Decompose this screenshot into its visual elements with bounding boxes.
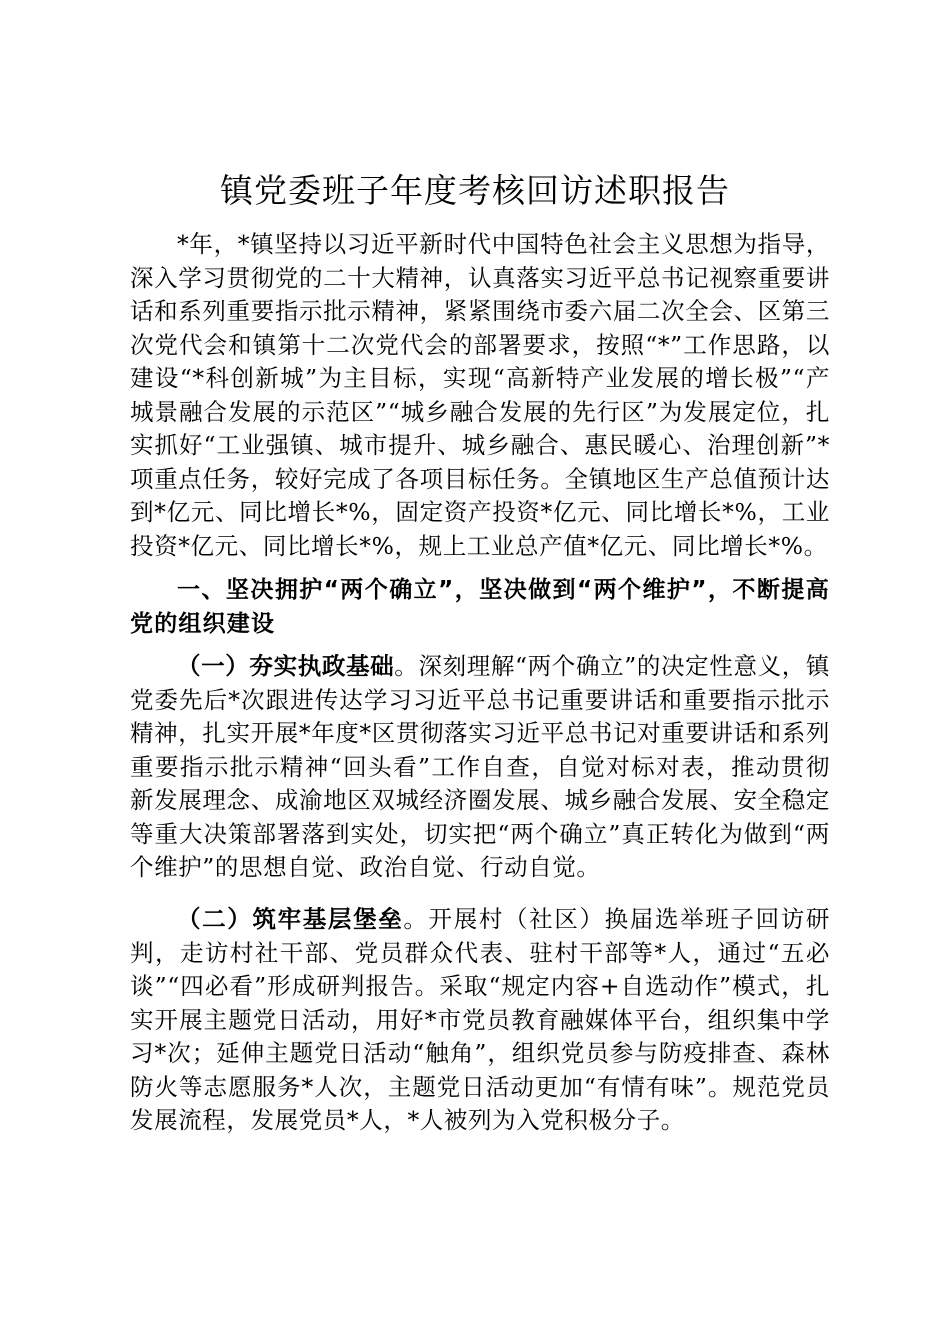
paragraph-one-heading: （一）夯实执政基础: [177, 652, 395, 680]
document-title: 镇党委班子年度考核回访述职报告: [220, 171, 730, 210]
intro-paragraph: *年，*镇坚持以习近平新时代中国特色社会主义思想为指导，深入学习贯彻党的二十大精神，认真落实习近平总书记视察重要讲话和系列重要指示批示精神，紧紧围绕市委六届二次全会、区第三次党代会和镇第十二次党代会的部署要求，按照“*”工作思路，以建设“*科创新城”为主目标，实现“高新特产业发展的增长极”“产城景融合发展的示范区”“城乡融合发展的先行区”为发展定位，扎实抓好“工业强镇、城市提升、城乡融合、惠民暖心、治理创新”*项重点任务，较好完成了各项目标任务。全镇地区生产总值预计达到*亿元、同比增长*%，固定资产投资*亿元、同比增长*%，工业投资*亿元、同比增长*%，规上工业总产值*亿元、同比增长*%。: [130, 230, 830, 560]
paragraph-two-body: 。开展村（社区）换届选举班子回访研判，走访村社干部、党员群众代表、驻村干部等*人，通过“五必谈”“四必看”形成研判报告。采取“规定内容+自选动作”模式，扎实开展主题党日活动，用好*市党员教育融媒体平台，组织集中学习*次；延伸主题党日活动“触角”，组织党员参与防疫排查、森林防火等志愿服务*人次，主题党日活动更加“有情有味”。规范党员发展流程，发展党员*人，*人被列为入党积极分子。: [130, 905, 830, 1134]
paragraph-one: [130, 650, 830, 885]
paragraph-two-heading: （二）筑牢基层堡垒: [177, 905, 404, 933]
section-one-heading: 一、坚决拥护“两个确立”，坚决做到“两个维护”，不断提高党的组织建设: [130, 577, 830, 637]
paragraph-one-body: 。深刻理解“两个确立”的决定性意义，镇党委先后*次跟进传达学习习近平总书记重要讲话和重要指示批示精神，扎实开展*年度*区贯彻落实习近平总书记对重要讲话和系列重要指示批示精神“回头看”工作自查，自觉对标对表，推动贯彻新发展理念、成渝地区双城经济圈发展、城乡融合发展、安全稳定等重大决策部署落到实处，切实把“两个确立”真正转化为做到“两个维护”的思想自觉、政治自觉、行动自觉。: [130, 652, 830, 881]
paragraph-two: [130, 903, 830, 1138]
